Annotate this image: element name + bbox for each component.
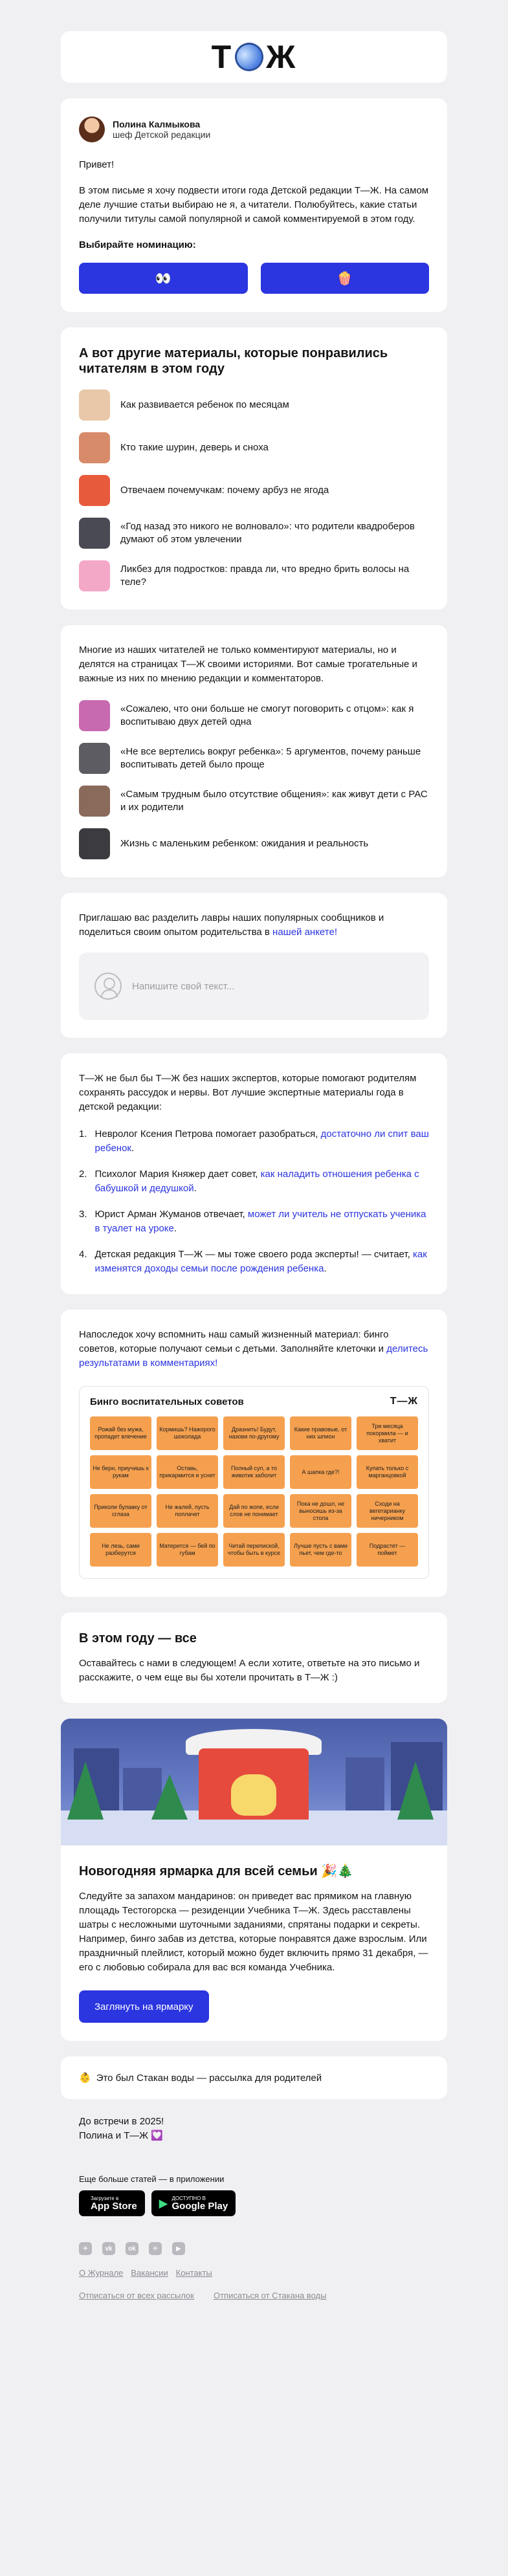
youtube-icon[interactable]: ▶ <box>172 2242 185 2255</box>
story-input[interactable] <box>79 952 429 1020</box>
footer-links <box>79 2268 429 2278</box>
intro-card <box>61 98 447 312</box>
expert-item-text: Юрист Арман Жуманов отвечает, <box>94 1209 248 1220</box>
app-store-button[interactable] <box>79 2190 145 2216</box>
year-text: Оставайтесь с нами в следующем! А если хотите, ответьте на это письмо и расскажите, о чем еще вы бы хотели прочитать в Т—Ж :) <box>79 1658 420 1683</box>
expert-article-link[interactable]: как изменятся доходы семьи после рождения ребенка <box>94 1249 427 1274</box>
bingo-cell: Три месяца покормила — и хватит <box>357 1416 418 1450</box>
google-play-big: Google Play <box>171 2200 228 2212</box>
bingo-text-before: Напоследок хочу вспомнить наш самый жизненный материал: бинго советов, которые получают семьи с детьми. Заполняйте клеточки и <box>79 1329 389 1354</box>
popular-article-title: «Год назад это никого не волновало»: что родители квадроберов думают об этом увлечении <box>120 521 415 545</box>
expert-item-number: 2. <box>79 1169 87 1180</box>
expert-item-text: Невролог Ксения Петрова помогает разобраться, <box>94 1128 321 1139</box>
fair-card <box>61 1719 447 2041</box>
logo-card <box>61 31 447 83</box>
bingo-comments-link[interactable]: делитесь результатами в комментариях! <box>79 1343 428 1369</box>
expert-item-number: 3. <box>79 1209 87 1220</box>
expert-item <box>79 1167 429 1196</box>
google-play-small: ДОСТУПНО В <box>171 2195 206 2201</box>
popular-article-thumbnail <box>79 432 110 463</box>
share-text <box>79 911 429 940</box>
popular-article-item[interactable] <box>79 518 429 549</box>
unsubscribe-links <box>79 2291 429 2300</box>
story-article-thumbnail <box>79 786 110 817</box>
author-role: шеф Детской редакции <box>113 129 211 140</box>
google-play-icon: ▶ <box>159 2196 168 2210</box>
app-label: Еще больше статей — в приложении <box>79 2174 225 2184</box>
expert-item <box>79 1127 429 1156</box>
fair-illustration[interactable] <box>61 1719 447 1845</box>
expert-item-number: 4. <box>79 1249 87 1260</box>
bingo-cell: А шапка где?! <box>290 1455 351 1489</box>
store-badges <box>79 2190 429 2216</box>
telegram-icon[interactable]: ✈ <box>79 2242 92 2255</box>
bingo-cell: Сходи на вегетарианку ничерником <box>357 1494 418 1528</box>
popular-article-thumbnail <box>79 390 110 421</box>
bingo-cell: Не жалей, пусть поплачет <box>157 1494 218 1528</box>
greeting: Привет! <box>79 159 115 170</box>
ornament-ball-icon <box>231 39 267 75</box>
nomination-popular-button[interactable]: 👀 <box>79 263 248 294</box>
story-article-thumbnail <box>79 828 110 859</box>
bingo-cell: Кормишь? Нажорого шоколада <box>157 1416 218 1450</box>
popular-article-item[interactable] <box>79 560 429 591</box>
expert-item-text: Детская редакция Т—Ж — мы тоже своего рода эксперты! — считает, <box>94 1249 413 1260</box>
bingo-cell: Приколи булавку от сглаза <box>90 1494 151 1528</box>
bingo-cell: Лучше пусть с вами пьет, чем где-то <box>290 1533 351 1567</box>
experts-intro: Т—Ж не был бы Т—Ж без наших экспертов, которые помогают родителям сохранять рассудок и нервы. Вот лучшие экспертные материалы года в детской редакции: <box>79 1073 417 1112</box>
baby-icon: 👶 <box>79 2073 91 2084</box>
year-title: В этом году — все <box>79 1631 197 1646</box>
popular-article-title: Как развивается ребенок по месяцам <box>120 399 289 410</box>
expert-article-link[interactable]: достаточно ли спит ваш ребенок <box>94 1128 429 1154</box>
stories-list <box>79 700 429 859</box>
app-store-big: App Store <box>91 2200 137 2212</box>
bingo-cell: Какие правовые, от них шпион <box>290 1416 351 1450</box>
expert-item-end: . <box>131 1143 135 1154</box>
bingo-logo: Т—Ж <box>390 1396 418 1407</box>
author-avatar <box>79 116 105 142</box>
bingo-cell: Рожай без мужа, пропадет влечение <box>90 1416 151 1450</box>
popular-article-thumbnail <box>79 518 110 549</box>
footer <box>61 2115 447 2300</box>
year-card <box>61 1613 447 1703</box>
story-article-thumbnail <box>79 700 110 731</box>
unsubscribe-newsletter-link[interactable]: Отписаться от Стакана воды <box>213 2291 327 2300</box>
bingo-image[interactable] <box>79 1386 429 1579</box>
bingo-cell: Дразнить! Будут, назови по-другому <box>223 1416 285 1450</box>
nomination-commented-button[interactable]: 🍿 <box>261 263 430 294</box>
story-article-item[interactable] <box>79 743 429 774</box>
ok-icon[interactable]: ok <box>126 2242 138 2255</box>
fair-text: Следуйте за запахом мандаринов: он приведет вас прямиком на главную площадь Тестогорска — резиденции Учебника Т—Ж. Здесь расставлены шатры с несложными шуточными заданиями, спрятаны подарки и секреты. Например, бинго забав из детства, которые понравятся даже взрослым. Или праздничный плейлист, который можно будет включить прямо 31 декабря, — его с любовью собирала для вас вся команда Учебника. <box>79 1891 428 1973</box>
survey-link[interactable]: нашей анкете! <box>272 927 337 938</box>
bingo-cell: Оставь, прикармится и уснет <box>157 1455 218 1489</box>
vacancies-link[interactable]: Вакансии <box>131 2268 168 2278</box>
bingo-grid <box>90 1416 418 1567</box>
story-article-item[interactable] <box>79 828 429 859</box>
signature-line-1: До встречи в 2025! <box>79 2116 164 2127</box>
story-article-thumbnail <box>79 743 110 774</box>
share-text-before: Приглашаю вас разделить лавры наших популярных сообщников и поделиться своим опытом родительства в <box>79 912 384 938</box>
choose-label: Выбирайте номинацию: <box>79 239 196 250</box>
bingo-cell: Не берн, приучишь к рукам <box>90 1455 151 1489</box>
stories-intro: Многие из наших читателей не только комментируют материалы, но и делятся на страницах Т—Ж своими историями. Вот самые трогательные и важные из них по мнению редакции и комментаторов. <box>79 644 417 684</box>
bingo-cell: Дай по жопе, если слов не понимает <box>223 1494 285 1528</box>
story-article-title: «Не все вертелись вокруг ребенка»: 5 аргументов, почему раньше воспитывать детей было проще <box>120 746 421 770</box>
popular-article-thumbnail <box>79 475 110 506</box>
signature-line-2: Полина и Т—Ж 💟 <box>79 2130 163 2141</box>
unsubscribe-all-link[interactable]: Отписаться от всех рассылок <box>79 2291 194 2300</box>
bingo-cell: Купать только с марганцовкой <box>357 1455 418 1489</box>
dzen-icon[interactable]: ✳ <box>149 2242 162 2255</box>
popular-article-item[interactable] <box>79 390 429 421</box>
contacts-link[interactable]: Контакты <box>175 2268 212 2278</box>
newsletter-note <box>61 2056 447 2099</box>
popular-article-item[interactable] <box>79 432 429 463</box>
expert-item-end: . <box>324 1263 327 1274</box>
bingo-text <box>79 1328 429 1371</box>
user-icon <box>94 973 122 1000</box>
author-block <box>79 116 429 142</box>
vk-icon[interactable]: vk <box>102 2242 115 2255</box>
popular-article-title: Отвечаем почемучкам: почему арбуз не ягода <box>120 485 329 496</box>
expert-item <box>79 1207 429 1236</box>
logo-letter-right: Ж <box>266 39 297 75</box>
tzh-logo[interactable] <box>212 38 297 76</box>
expert-item-number: 1. <box>79 1128 87 1139</box>
bingo-card <box>61 1310 447 1597</box>
fair-title: Новогодняя ярмарка для всей семьи 🎉🎄 <box>79 1864 354 1878</box>
bingo-cell: Читай перепиской, чтобы быть в курсе <box>223 1533 285 1567</box>
about-link[interactable]: О Журнале <box>79 2268 124 2278</box>
story-article-title: «Самым трудным было отсутствие общения»: как живут дети с РАС и их родители <box>120 789 428 813</box>
stories-card <box>61 625 447 877</box>
bingo-cell: Полный суп, а то животик заболит <box>223 1455 285 1489</box>
bingo-cell: Пока не дошл, не выносишь из-за стола <box>290 1494 351 1528</box>
bingo-cell: Не лезь, сами разберутся <box>90 1533 151 1567</box>
intro-text: В этом письме я хочу подвести итоги года Детской редакции Т—Ж. На самом деле лучшие статьи выбираю не я, а читатели. Полюбуйтесь, какие статьи получили титулы самой популярной и самой комментируемой в этом году. <box>79 185 429 225</box>
story-article-item[interactable] <box>79 700 429 731</box>
story-input-placeholder: Напишите свой текст... <box>132 980 235 992</box>
newsletter-note-text: Это был Стакан воды — рассылка для родителей <box>96 2072 322 2084</box>
popular-article-item[interactable] <box>79 475 429 506</box>
expert-item-text: Психолог Мария Княжер дает совет, <box>94 1169 261 1180</box>
popular-article-thumbnail <box>79 560 110 591</box>
popular-article-title: Ликбез для подростков: правда ли, что вредно брить волосы на теле? <box>120 564 410 588</box>
signature <box>79 2115 429 2143</box>
readers-title: А вот другие материалы, которые понравились читателям в этом году <box>79 346 388 376</box>
readers-card <box>61 327 447 610</box>
nomination-buttons <box>79 263 429 294</box>
expert-item-end: . <box>173 1223 177 1234</box>
app-store-small: Загрузите в <box>91 2195 119 2201</box>
experts-list <box>79 1127 429 1276</box>
bingo-cell: Подрастет — поймет <box>357 1533 418 1567</box>
logo-letter-left: Т <box>211 39 233 75</box>
google-play-button[interactable] <box>151 2190 236 2216</box>
popular-article-title: Кто такие шурин, деверь и сноха <box>120 442 269 453</box>
fair-button[interactable]: Заглянуть на ярмарку <box>79 1990 209 2023</box>
story-article-title: «Сожалею, что они больше не смогут поговорить с отцом»: как я воспитываю двух детей одна <box>120 703 414 727</box>
expert-article-link[interactable]: как наладить отношения ребенка с бабушкой и дедушкой <box>94 1169 419 1194</box>
experts-card <box>61 1053 447 1294</box>
social-icons <box>79 2242 429 2255</box>
expert-item <box>79 1248 429 1276</box>
readers-list <box>79 390 429 591</box>
expert-article-link[interactable]: может ли учитель не отпускать ученика в туалет на уроке <box>94 1209 426 1234</box>
expert-item-end: . <box>193 1183 197 1194</box>
bingo-cell: Матерится — бей по губам <box>157 1533 218 1567</box>
story-article-title: Жизнь с маленьким ребенком: ожидания и реальность <box>120 838 369 849</box>
story-article-item[interactable] <box>79 786 429 817</box>
bingo-title: Бинго воспитательных советов <box>90 1396 244 1407</box>
author-name: Полина Калмыкова <box>113 119 201 129</box>
share-card <box>61 893 447 1038</box>
